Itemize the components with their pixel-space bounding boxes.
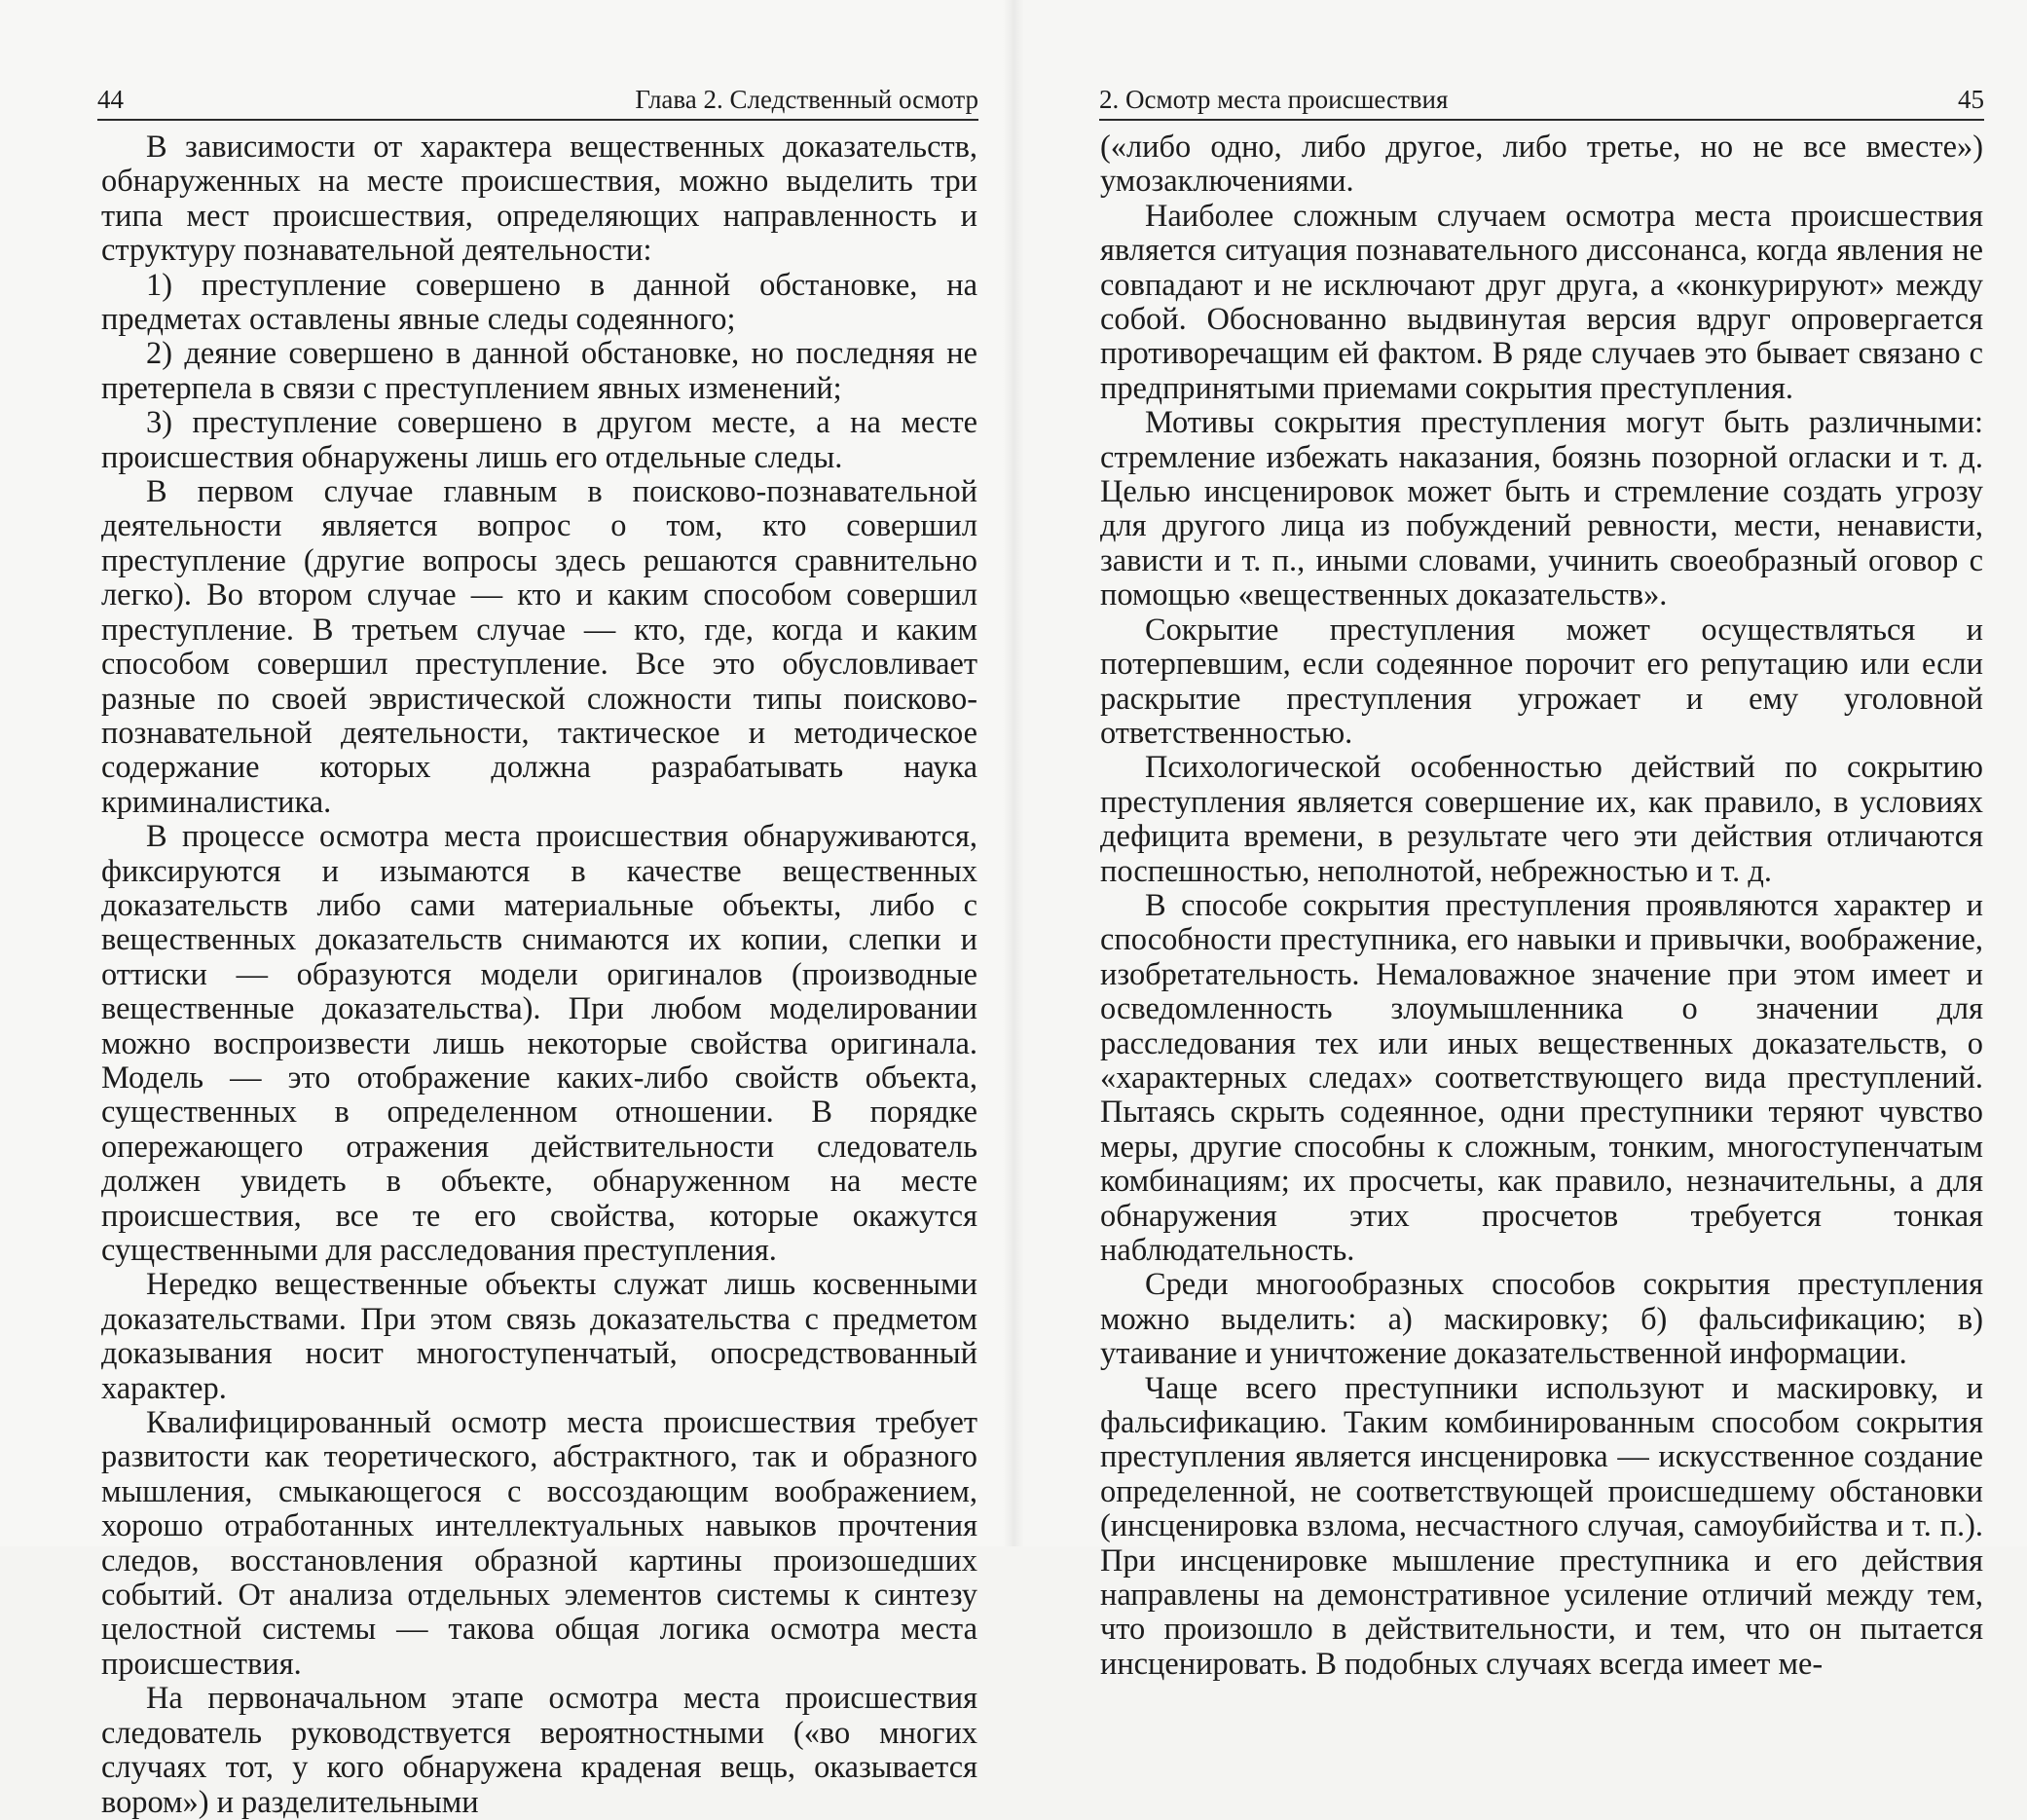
paragraph: В зависимости от характера вещественных доказательств, обнаруженных на месте происшествия, можно выделить три типа мест происшествия, определяющих направленность и структуру познавательной деятельности: bbox=[101, 130, 977, 269]
paragraph: В процессе осмотра места происшествия обнаруживаются, фиксируются и изымаются в качестве вещественных доказательств либо сами материальные объекты, либо с вещественных доказательств снимаются их копии, слепки и оттиски — образуются модели оригиналов (производные вещественные доказательства). При любом моделировании можно воспроизвести лишь некоторые свойства оригинала. Модель — это отображение каких-либо свойств объекта, существенных в определенном отношении. В порядке опережающего отражения действительности следователь должен увидеть в объекте, обнаруженном на месте происшествия, все те его свойства, которые окажутся существенными для расследования преступления. bbox=[101, 819, 977, 1268]
list-item: 2) деяние совершено в данной обстановке, но последняя не претерпела в связи с преступлением явных изменений; bbox=[101, 336, 977, 406]
list-item: 1) преступление совершено в данной обстановке, на предметах оставлены явные следы содеянного; bbox=[101, 267, 977, 338]
paragraph: Мотивы сокрытия преступления могут быть различными: стремление избежать наказания, боязнь позорной огласки и т. д. Целью инсценировок может быть и стремление создать угрозу для другого лица из побуждений ревности, мести, ненависти, зависти и т. п., иными словами, учинить своеобразный оговор с помощью «вещественных доказательств». bbox=[1100, 405, 1983, 613]
paragraph-continuation: («либо одно, либо другое, либо третье, но не все вместе») умозаключениями. bbox=[1100, 130, 1983, 200]
paragraph: Среди многообразных способов сокрытия преступления можно выделить: а) маскировку; б) фальсификацию; в) утаивание и уничтожение доказательственной информации. bbox=[1100, 1267, 1983, 1372]
right-page bbox=[1014, 0, 2027, 1682]
paragraph: Психологической особенностью действий по сокрытию преступления является совершение их, как правило, в условиях дефицита времени, в результате чего эти действия отличаются поспешностью, неполнотой, небрежностью и т. д. bbox=[1100, 750, 1983, 889]
paragraph: В первом случае главным в поисково-познавательной деятельности является вопрос о том, кто совершил преступление (другие вопросы здесь решаются сравнительно легко). Во втором случае — кто и каким способом совершил преступление. В третьем случае — кто, где, когда и каким способом совершил преступление. Все это обусловливает разные по своей эвристической сложности типы поисково-познавательной деятельности, тактическое и методическое содержание которых должна разрабатывать наука криминалистика. bbox=[101, 474, 977, 820]
left-page-body bbox=[101, 130, 977, 1820]
book-gutter bbox=[1003, 0, 1024, 1546]
paragraph: Чаще всего преступники используют и маскировку, и фальсификацию. Таким комбинированным способом сокрытия преступления является инсценировка — искусственное создание определенной, не соответствующей происшедшему обстановки (инсценировка взлома, несчастного случая, самоубийства и т. п.). При инсценировке мышление преступника и его действия направлены на демонстративное усиление отличий между тем, что произошло в действительности, и тем, что он пытается инсценировать. В подобных случаях всегда имеет ме- bbox=[1100, 1370, 1983, 1682]
left-page-header bbox=[97, 80, 978, 121]
right-running-header: 2. Осмотр места происшествия bbox=[1099, 85, 1449, 114]
paragraph: Наиболее сложным случаем осмотра места происшествия является ситуация познавательного диссонанса, когда явления не совпадают и не исключают друг друга, а «конкурируют» между собой. Обоснованно выдвинутая версия вдруг опровергается противоречащим ей фактом. В ряде случаев это бывает связано с предпринятыми приемами сокрытия преступления. bbox=[1100, 198, 1983, 406]
right-page-header bbox=[1099, 80, 1984, 121]
paragraph: Квалифицированный осмотр места происшествия требует развитости как теоретического, абстрактного, так и образного мышления, смыкающегося с воссоздающим воображением, хорошо отработанных интеллектуальных навыков прочтения следов, восстановления образной картины произошедших событий. От анализа отдельных элементов системы к синтезу целостной системы — такова общая логика осмотра места происшествия. bbox=[101, 1405, 977, 1682]
left-running-header: Глава 2. Следственный осмотр bbox=[635, 85, 978, 114]
paragraph: В способе сокрытия преступления проявляются характер и способности преступника, его навыки и привычки, воображение, изобретательность. Немаловажное значение при этом имеет и осведомленность злоумышленника о значении для расследования тех или иных вещественных доказательств, о «характерных следах» соответствующего вида преступлений. Пытаясь скрыть содеянное, одни преступники теряют чувство меры, другие способны к сложным, тонким, многоступенчатым комбинациям; их просчеты, как правило, незначительны, а для обнаружения этих просчетов требуется тонкая наблюдательность. bbox=[1100, 887, 1983, 1268]
right-page-body bbox=[1100, 130, 1983, 1682]
paragraph: Нередко вещественные объекты служат лишь косвенными доказательствами. При этом связь доказательства с предметом доказывания носит многоступенчатый, опосредствованный характер. bbox=[101, 1267, 977, 1406]
paragraph: На первоначальном этапе осмотра места происшествия следователь руководствуется вероятностными («во многих случаях тот, у кого обнаружена краденая вещь, оказывается вором») и разделительными bbox=[101, 1681, 977, 1820]
paragraph: Сокрытие преступления может осуществляться и потерпевшим, если содеянное порочит его репутацию или если раскрытие преступления угрожает и ему уголовной ответственностью. bbox=[1100, 612, 1983, 751]
right-page-number: 45 bbox=[1958, 85, 1984, 114]
list-item: 3) преступление совершено в другом месте, а на месте происшествия обнаружены лишь его отдельные следы. bbox=[101, 405, 977, 475]
left-page-number: 44 bbox=[97, 85, 124, 114]
